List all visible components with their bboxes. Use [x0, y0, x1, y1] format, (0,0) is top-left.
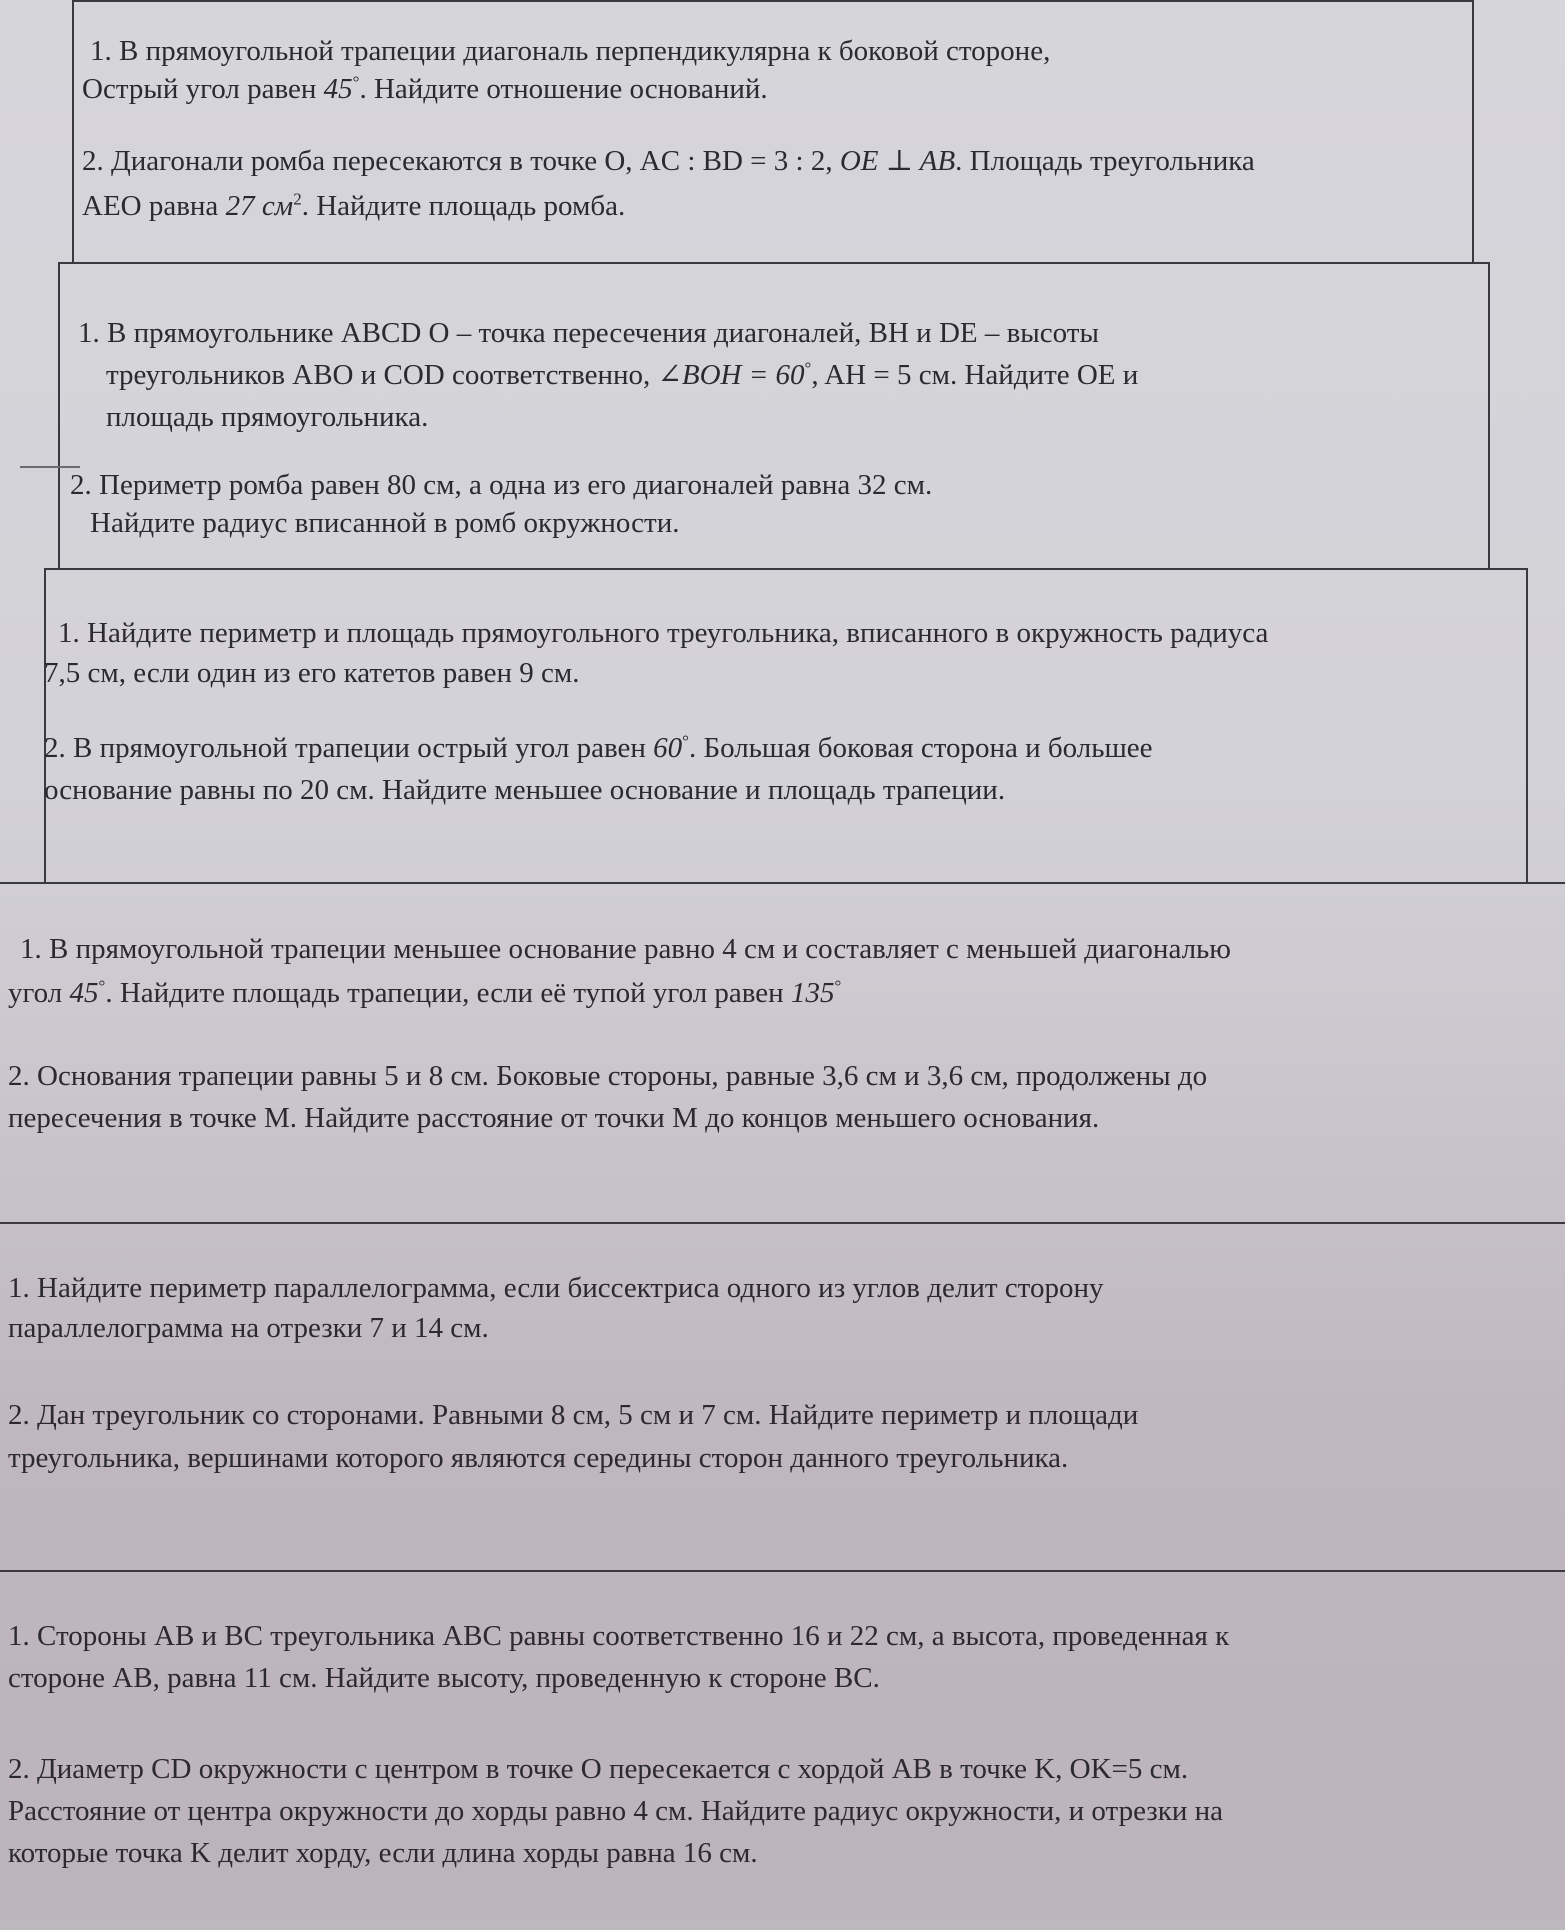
card-6-problem-2-line-1: 2. Диаметр CD окружности с центром в точке О пересекается с хордой AB в точке K, OK=5 см. [8, 1753, 1189, 1785]
card-1-problem-1-line-1: 1. В прямоугольной трапеции диагональ перпендикулярна к боковой стороне, [90, 35, 1051, 67]
pencil-mark [20, 466, 80, 468]
card-4-problem-2-line-2: пересечения в точке М. Найдите расстояние от точки М до концов меньшего основания. [8, 1102, 1100, 1134]
card-5-problem-1-line-1: 1. Найдите периметр параллелограмма, если биссектриса одного из углов делит сторону [8, 1272, 1104, 1304]
card-3-problem-2-line-2: основание равны по 20 см. Найдите меньшее основание и площадь трапеции. [44, 774, 1006, 806]
card-4-problem-2-line-1: 2. Основания трапеции равны 5 и 8 см. Боковые стороны, равные 3,6 см и 3,6 см, продолжены до [8, 1060, 1208, 1092]
card-4-problem-1-line-1: 1. В прямоугольной трапеции меньшее основание равно 4 см и составляет с меньшей диагональю [20, 933, 1231, 965]
card-3-problem-2-line-1: 2. В прямоугольной трапеции острый угол равен 60°. Большая боковая сторона и большее [44, 731, 1153, 764]
card-1-problem-2-line-2: AEO равна 27 $см^2$. Найдите площадь ромба. [82, 189, 626, 222]
card-6-problem-1-line-2: стороне AB, равна 11 см. Найдите высоту, проведенную к стороне BC. [8, 1662, 880, 1694]
card-2-problem-2-line-2: Найдите радиус вписанной в ромб окружности. [90, 507, 680, 539]
card-6-problem-1-line-1: 1. Стороны AB и BC треугольника ABC равны соответственно 16 и 22 см, а высота, проведенная к [8, 1620, 1230, 1652]
card-5-problem-2-line-1: 2. Дан треугольник со сторонами. Равными 8 см, 5 см и 7 см. Найдите периметр и площади [8, 1399, 1139, 1431]
card-3-problem-1-line-1: 1. Найдите периметр и площадь прямоугольного треугольника, вписанного в окружность радиуса [58, 617, 1269, 649]
card-2-problem-1-line-3: площадь прямоугольника. [106, 401, 429, 433]
card-1-problem-2-line-1: 2. Диагонали ромба пересекаются в точке О, AC : BD = 3 : 2, OE ⊥ AB. Площадь треугольника [82, 145, 1255, 177]
card-6-problem-2-line-2: Расстояние от центра окружности до хорды равно 4 см. Найдите радиус окружности, и отрезки на [8, 1795, 1223, 1827]
card-3-problem-1-line-2: 7,5 см, если один из его катетов равен 9 см. [44, 657, 580, 689]
card-5-problem-2-line-2: треугольника, вершинами которого являются середины сторон данного треугольника. [8, 1442, 1069, 1474]
card-5-problem-1-line-2: параллелограмма на отрезки 7 и 14 см. [8, 1312, 489, 1344]
card-2-problem-1-line-1: 1. В прямоугольнике ABCD O – точка пересечения диагоналей, BH и DE – высоты [78, 317, 1099, 349]
card-2-problem-1-line-2: треугольников ABO и COD соответственно, ∠BOH = 60°, AH = 5 см. Найдите OE и [106, 358, 1139, 391]
card-4-problem-1-line-2: угол 45°. Найдите площадь трапеции, если её тупой угол равен 135° [8, 976, 842, 1009]
card-2-problem-2-line-1: 2. Периметр ромба равен 80 см, а одна из его диагоналей равна 32 см. [70, 469, 933, 501]
card-6-problem-2-line-3: которые точка K делит хорду, если длина хорды равна 16 см. [8, 1837, 758, 1869]
card-1-problem-1-line-2: Острый угол равен 45°. Найдите отношение оснований. [82, 72, 768, 105]
